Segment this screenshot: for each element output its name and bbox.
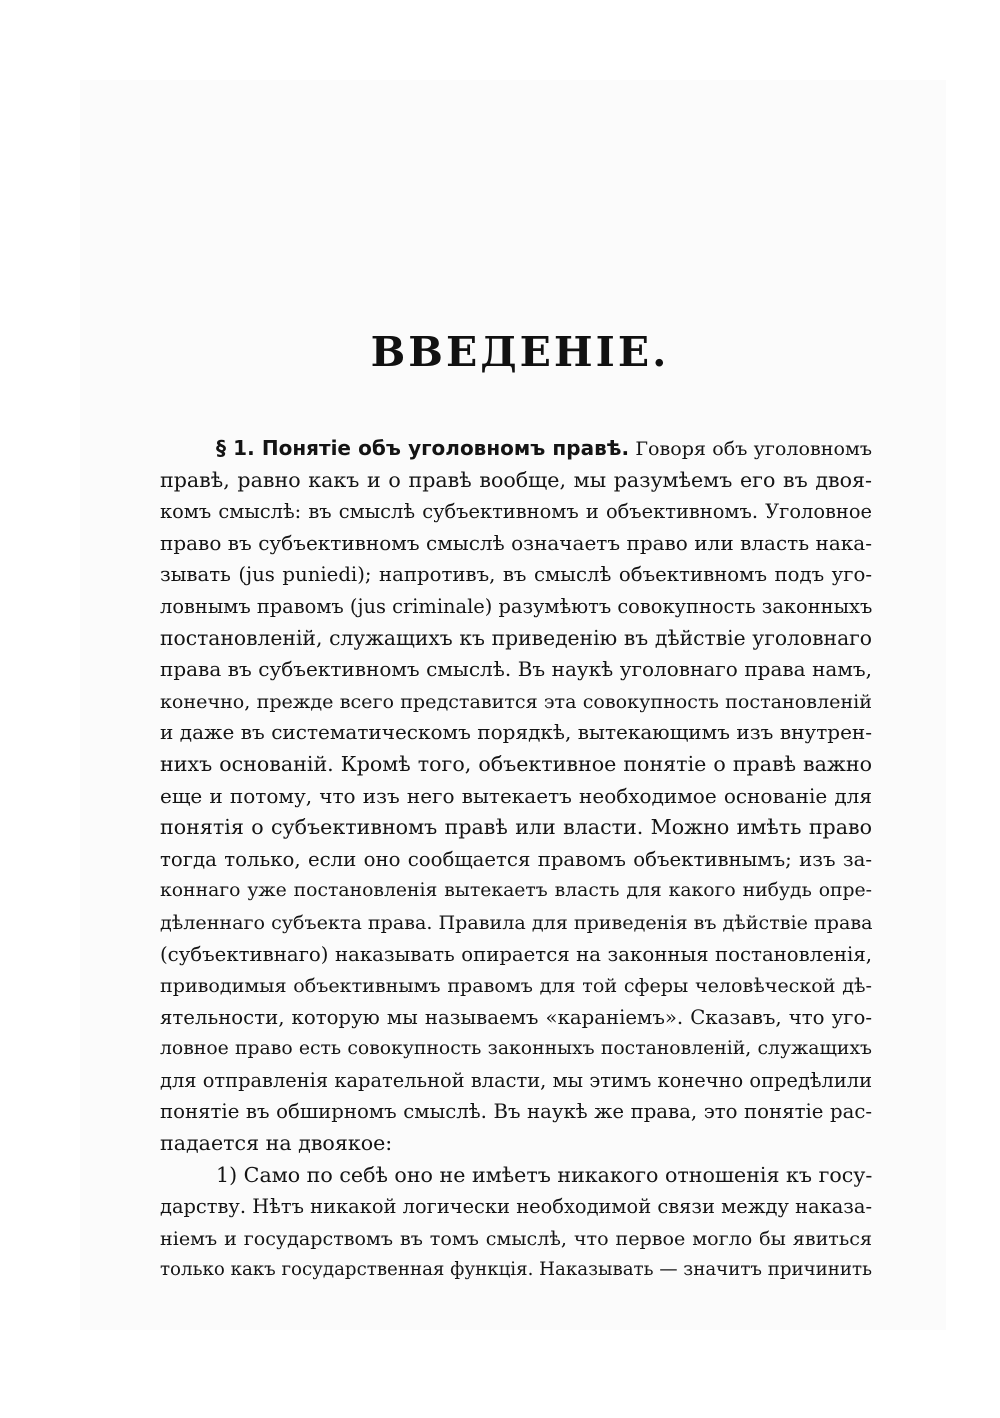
text-line: и даже въ систематическомъ порядкѣ, вытекающимъ изъ внутрен-: [160, 720, 872, 745]
text-line: приводимыя объективнымъ правомъ для той сферы человѣческой дѣ-: [160, 974, 872, 998]
text-line: падается на двоякое:: [160, 1131, 393, 1156]
text-line: ятельности, которую мы называемъ «караніемъ». Сказавъ, что уго-: [160, 1005, 872, 1029]
main-text: [160, 433, 872, 1286]
section-first-line: [160, 433, 872, 465]
text-line: постановленій, служащихъ къ приведенію въ дѣйствіе уголовнаго: [160, 625, 872, 650]
text-line: понятія о субъективномъ правѣ или власти. Можно имѣть право: [160, 815, 872, 840]
text-line: правѣ, равно какъ и о правѣ вообще, мы разумѣемъ его въ двоя-: [160, 467, 872, 492]
section-heading: § 1. Понятіе объ уголовномъ правѣ.: [216, 436, 630, 460]
chapter-title: ВВЕДЕНІЕ.: [370, 328, 670, 376]
text-line: комъ смыслѣ: въ смыслѣ субъективномъ и объективномъ. Уголовное: [160, 500, 872, 524]
text-line: права въ субъективномъ смыслѣ. Въ наукѣ уголовнаго права намъ,: [160, 657, 872, 682]
text-line: ловное право есть совокупность законныхъ постановленій, служащихъ: [160, 1038, 872, 1060]
section-first-line-text: Говоря объ уголовномъ: [635, 437, 872, 460]
text-line: ловнымъ правомъ (jus criminale) разумѣютъ совокупность законныхъ: [160, 594, 873, 618]
text-line: право въ субъективномъ смыслѣ означаетъ право или власть нака-: [160, 530, 872, 555]
text-line: конечно, прежде всего представится эта совокупность постановленій: [160, 689, 872, 713]
text-line: для отправленія карательной власти, мы этимъ конечно опредѣлили: [160, 1068, 872, 1092]
list-item-line: ніемъ и государствомъ въ томъ смыслѣ, что первое могло бы явиться: [160, 1226, 872, 1250]
text-line: тогда только, если оно сообщается правомъ объективнымъ; изъ за-: [160, 847, 872, 871]
text-line: понятіе въ обширномъ смыслѣ. Въ наукѣ же права, это понятіе рас-: [160, 1100, 872, 1124]
list-item-line: дарству. Нѣтъ никакой логически необходимой связи между наказа-: [160, 1195, 872, 1219]
text-line: дѣленнаго субъекта права. Правила для приведенія въ дѣйствіе права: [160, 910, 873, 934]
text-line: нихъ основаній. Кромѣ того, объективное понятіе о правѣ важно: [160, 751, 872, 776]
list-item-first-line: 1) Само по себѣ оно не имѣетъ никакого отношенія къ госу-: [216, 1162, 873, 1187]
text-line: зывать (jus puniedi); напротивъ, въ смыслѣ объективномъ подъ уго-: [160, 563, 872, 587]
list-item-line: только какъ государственная функція. Наказывать — значитъ причинить: [160, 1259, 872, 1281]
text-line: коннаго уже постановленія вытекаетъ власть для какого нибудь опре-: [160, 880, 872, 902]
text-line: еще и потому, что изъ него вытекаетъ необходимое основаніе для: [160, 783, 872, 808]
text-line: (субъективнаго) наказывать опирается на законныя постановленія,: [160, 942, 872, 966]
